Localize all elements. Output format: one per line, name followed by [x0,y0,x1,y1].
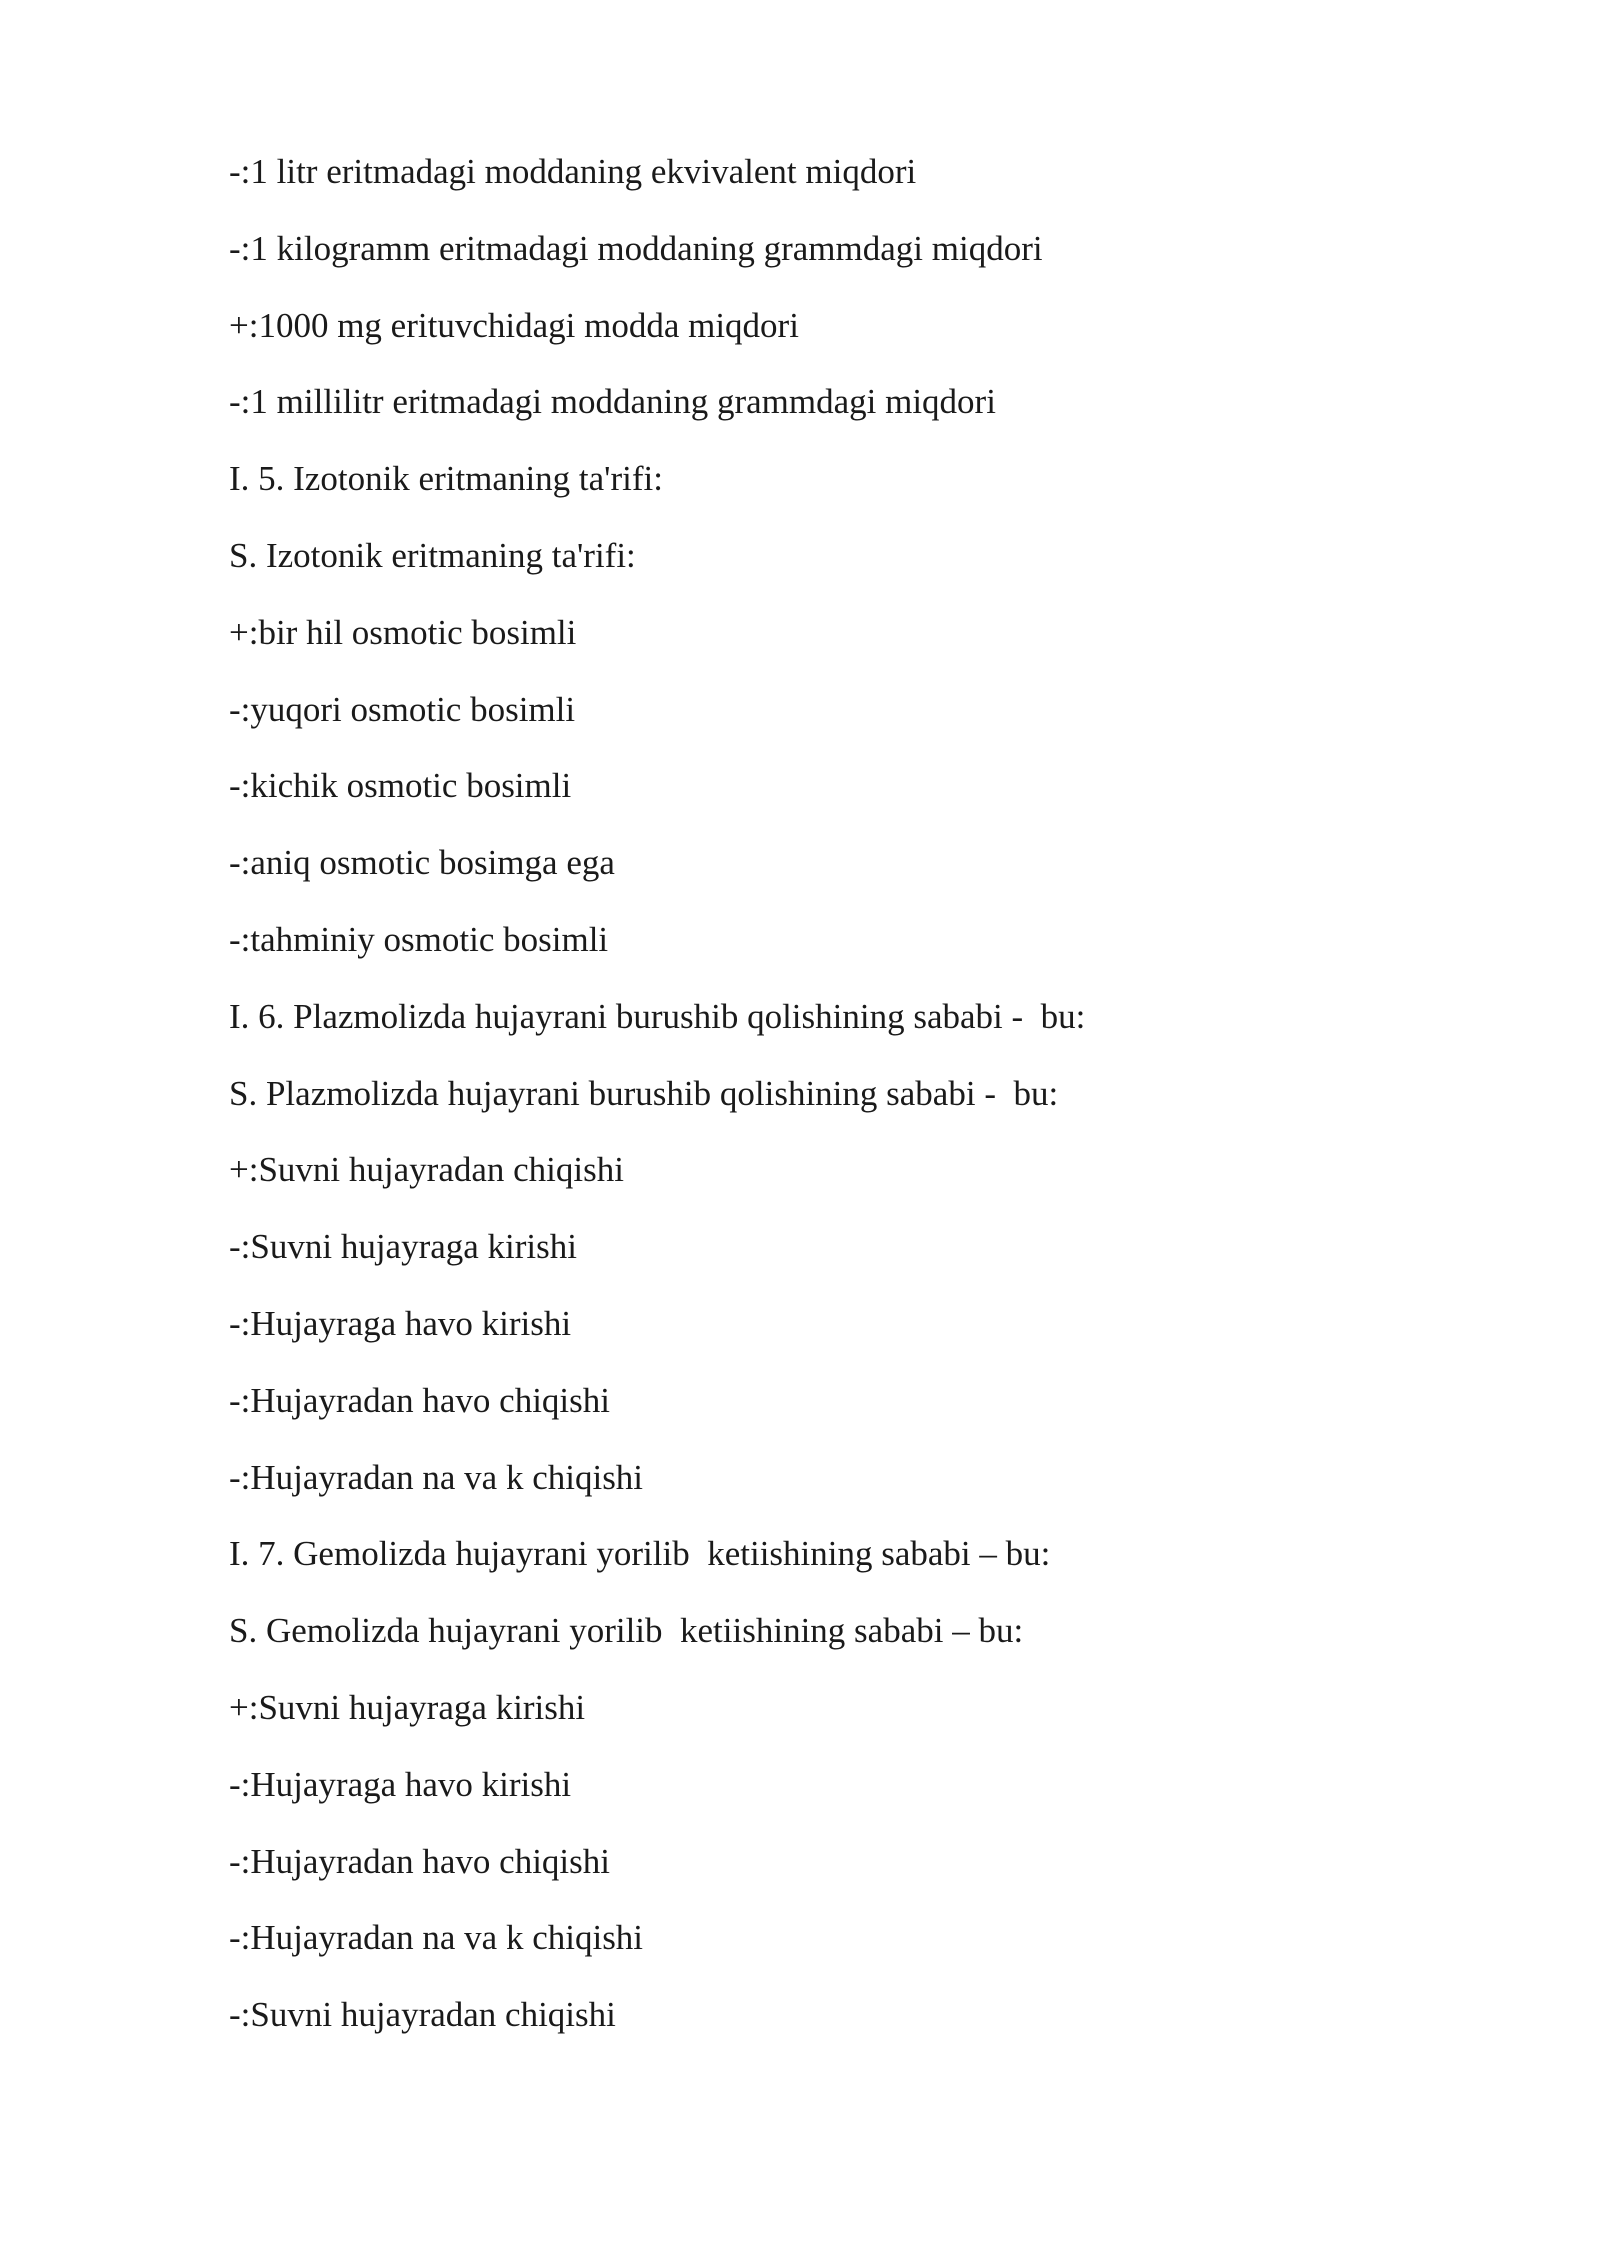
question-heading: I. 6. Plazmolizda hujayrani burushib qolishining sababi - bu: [229,996,1086,1036]
answer-option: -:Suvni hujayradan chiqishi [229,1995,616,2035]
answer-option: -:Hujayradan na va k chiqishi [229,1918,644,1958]
question-text: S. Izotonik eritmaning ta'rifi: [229,535,636,575]
answer-option: -:Hujayradan havo chiqishi [229,1380,611,1420]
answer-option: -:1 litr eritmadagi moddaning ekvivalent miqdori [229,152,917,191]
answer-option: -:Hujayraga havo kirishi [229,1764,572,1804]
answer-option-correct: +:1000 mg erituvchidagi modda miqdori [229,305,799,345]
answer-option: -:Suvni hujayraga kirishi [229,1227,578,1267]
text-block [229,150,1409,2070]
question-text: S. Gemolizda hujayrani yorilib ketiishining sababi – bu: [229,1611,1024,1651]
answer-option-correct: +:Suvni hujayradan chiqishi [229,1150,624,1190]
question-heading: I. 7. Gemolizda hujayrani yorilib ketiishining sababi – bu: [229,1534,1051,1574]
answer-option: -:Hujayradan na va k chiqishi [229,1457,644,1497]
answer-option: -:tahminiy osmotic bosimli [229,919,609,959]
answer-option-correct: +:Suvni hujayraga kirishi [229,1687,586,1727]
question-heading: I. 5. Izotonik eritmaning ta'rifi: [229,459,663,499]
answer-option: -:aniq osmotic bosimga ega [229,843,615,883]
answer-option: -:Hujayradan havo chiqishi [229,1841,611,1881]
answer-option: -:Hujayraga havo kirishi [229,1303,572,1343]
question-text: S. Plazmolizda hujayrani burushib qolishining sababi - bu: [229,1073,1059,1113]
answer-option: -:yuqori osmotic bosimli [229,689,576,729]
answer-option: -:kichik osmotic bosimli [229,766,572,806]
answer-option: -:1 kilogramm eritmadagi moddaning grammdagi miqdori [229,228,1043,268]
answer-option-correct: +:bir hil osmotic bosimli [229,612,577,652]
answer-option: -:1 millilitr eritmadagi moddaning grammdagi miqdori [229,382,996,422]
